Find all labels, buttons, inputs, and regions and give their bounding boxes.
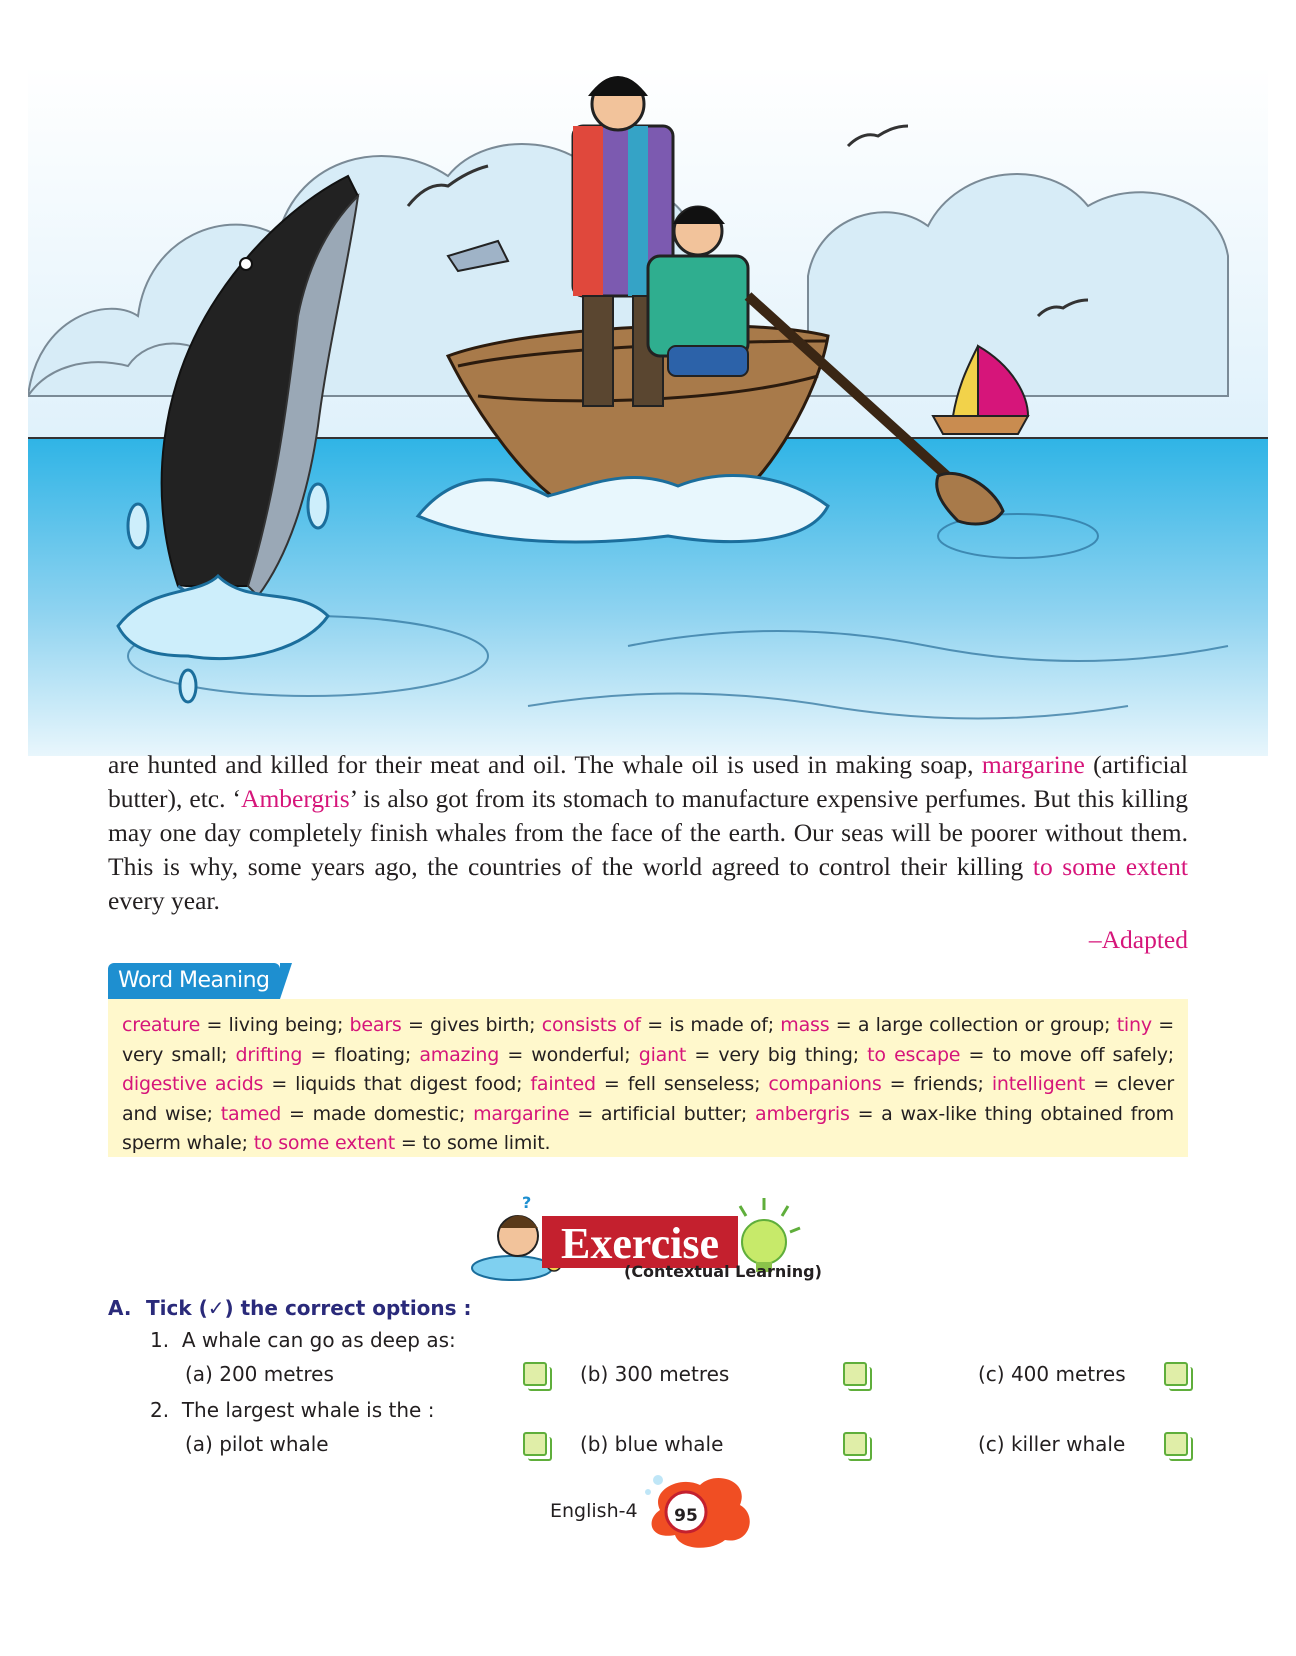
exercise-title: Exercise: [560, 1219, 720, 1268]
word-definition: = made domestic;: [281, 1102, 474, 1125]
word-definition: = is made of;: [640, 1014, 781, 1036]
word-term: tiny: [1116, 1014, 1152, 1036]
word-meaning-title: Word Meaning: [108, 963, 280, 999]
option-2b: (b) blue whale: [580, 1432, 724, 1456]
word-term: to some extent: [253, 1132, 396, 1154]
option-1a: (a) 200 metres: [185, 1362, 334, 1386]
word-definition: = fell senseless;: [595, 1073, 769, 1095]
highlight-to-some-extent: to some extent: [1032, 852, 1188, 881]
svg-text:?: ?: [522, 1193, 532, 1212]
word-definition: = gives birth;: [401, 1014, 542, 1036]
word-definition: = wonderful;: [499, 1043, 639, 1066]
question-text: The largest whale is the :: [181, 1398, 435, 1422]
word-term: creature: [122, 1014, 201, 1036]
boat-wave: [418, 476, 828, 542]
word-definition: = artificial butter;: [569, 1102, 756, 1125]
word-definition: = liquids that digest food;: [263, 1073, 531, 1095]
question-number: 2.: [150, 1398, 170, 1422]
passage-segment: are hunted and killed for their meat and oil. The whale oil is used in making soap,: [108, 750, 982, 779]
passage-segment: ’ is also got from its stomach to manufacture expensive perfumes. But this killing may one day completely finish whales from the face of the earth. Our seas will be poorer without them. This is why, some years ago, the countries of the world agreed to control their killing: [108, 784, 1188, 881]
word-term: digestive acids: [122, 1073, 264, 1095]
lightbulb-icon: [740, 1198, 800, 1272]
word-definition: = floating;: [302, 1043, 420, 1066]
page-number: 95: [674, 1506, 698, 1526]
word-definition: = to move off safely;: [960, 1043, 1174, 1066]
checkbox-1b[interactable]: [843, 1362, 867, 1386]
word-definition: = a large collection or group;: [829, 1014, 1117, 1036]
word-term: drifting: [235, 1043, 303, 1066]
whale-boat-illustration: [28, 66, 1268, 756]
passage-segment: (artificial butter), etc. ‘: [108, 750, 1188, 813]
word-term: to escape: [867, 1043, 961, 1066]
word-term: fainted: [530, 1073, 596, 1095]
word-definition: = very big thing;: [686, 1043, 868, 1066]
checkbox-1c[interactable]: [1164, 1362, 1188, 1386]
highlight-ambergris: Ambergris: [241, 784, 350, 813]
exercise-subtitle: (Contextual Learning): [624, 1262, 822, 1281]
word-meaning-box: [108, 999, 1188, 1157]
adapted-credit: –Adapted: [1088, 925, 1188, 954]
word-term: ambergris: [755, 1102, 850, 1125]
option-1b: (b) 300 metres: [580, 1362, 730, 1386]
word-definition: = living being;: [200, 1014, 350, 1036]
question-2: [150, 1398, 434, 1422]
checkbox-2b[interactable]: [843, 1432, 867, 1456]
section-a-heading: [108, 1296, 472, 1320]
word-term: mass: [780, 1014, 830, 1036]
question-text: A whale can go as deep as:: [181, 1328, 456, 1352]
section-instruction: Tick (✓) the correct options :: [146, 1296, 472, 1320]
checkbox-2c[interactable]: [1164, 1432, 1188, 1456]
word-definition: = clever and wise;: [122, 1073, 1174, 1125]
option-2c: (c) killer whale: [978, 1432, 1126, 1456]
word-term: bears: [349, 1014, 402, 1036]
passage-segment: every year.: [108, 886, 220, 915]
word-term: consists of: [541, 1014, 641, 1036]
passage-text: [108, 748, 1188, 918]
checkbox-1a[interactable]: [523, 1362, 547, 1386]
word-term: intelligent: [991, 1073, 1086, 1095]
word-definition: = a wax-like thing obtained from sperm whale;: [122, 1102, 1174, 1154]
book-label: English-4: [550, 1500, 638, 1522]
word-definition: = friends;: [881, 1073, 992, 1095]
highlight-margarine: margarine: [981, 750, 1085, 779]
option-2a: (a) pilot whale: [185, 1432, 329, 1456]
word-term: margarine: [473, 1102, 570, 1125]
section-letter: A.: [108, 1296, 132, 1320]
word-term: amazing: [419, 1043, 500, 1066]
question-number: 1.: [150, 1328, 170, 1352]
word-definition: = to some limit.: [395, 1132, 551, 1154]
word-term: giant: [638, 1043, 687, 1066]
word-term: tamed: [220, 1102, 282, 1125]
word-definition: = very small;: [122, 1014, 1174, 1066]
checkbox-2a[interactable]: [523, 1432, 547, 1456]
word-term: companions: [768, 1073, 882, 1095]
question-1: [150, 1328, 456, 1352]
option-1c: (c) 400 metres: [978, 1362, 1126, 1386]
